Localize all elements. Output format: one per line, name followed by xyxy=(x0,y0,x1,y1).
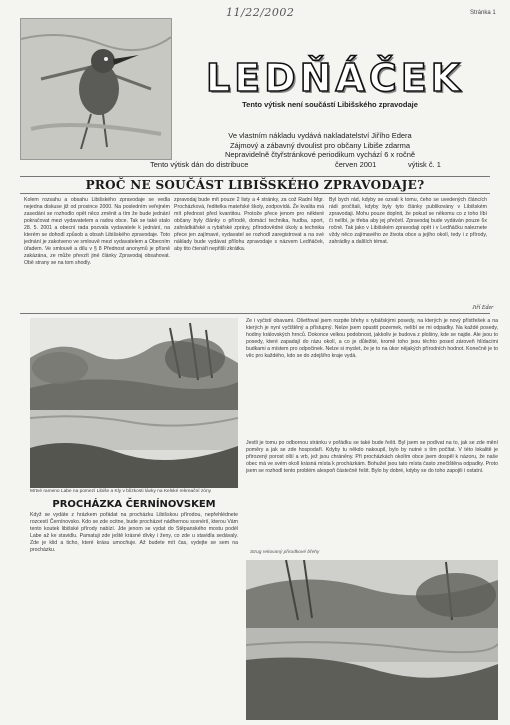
publisher-line-3: Nepravidelně čtyřstránkové periodikum vychází 6 x ročně xyxy=(224,150,416,159)
publisher-line-2: Zájmový a zábavný dvoulist pro občany Libiše zdarma xyxy=(229,140,411,150)
photo-caption: Mrtvé rameno Labe na pomezí Libiše a Kly v blízkosti lávky na Kelské rekreační zóny xyxy=(30,489,212,494)
issue-date: červen 2001 xyxy=(335,159,377,169)
masthead-subtitle: Tento výtisk není součástí Libišského zpravodaje xyxy=(242,100,418,109)
article1-column-3: Byl bych rád, kdyby se ozvali k tomu, čeho se uvedených článcích rádi pročítali, kdyby byly tyto články publikovány v Libišském zpravodaji. Mohu pouze doplnit, že pokud se někomu co z toho líbí či nelíbí, je třeba aby jej přečetl. Zpravodaj bude vydáván pouze 6x ročně. Tak jako v Libišském zpravodaji opět i v Ledňáčku naleznete vždy něco zajímavého ze života obce a jejího okolí, tedy i z přírody, zahrádky a dalších témat. xyxy=(329,197,487,245)
publisher-line-1: Ve vlastním nákladu vydává nakladatelství Jiřího Edera xyxy=(228,131,412,140)
riverbank-image xyxy=(246,560,498,720)
photo2-caption: Strug rekovaný přirodkové břehy xyxy=(250,550,320,555)
author-signature: Jiří Eder xyxy=(472,305,494,311)
article2-right-column-top: Ze i vyčistí obavami. Ošetřoval jsem rozpite břehy s rybářskými posedy, na kterých je nový přístřešek a na kterých je nyní vyčištěný a přístupný. Nelze jsem opustit pozemek, nelíbí se mi odpadky. Na každé posedy, hodiny královských hrnců. Dokonce velkou podobnost, jakkoliv je budova z plošiny, kde se najde. Ale jsou to posedy, které zapadají do rázu okolí, a co je důležité, kromě toho jsou těchto posed zároveň hlídacími budkami a místem pro odpočinek. Nelze si myslet, že je to na úkor nějakých přírodních hodnot. Konečně je to věc pro každého, kdo se do zdejšího kraje vydá. xyxy=(246,318,498,359)
article-headline: PROČ NE SOUČÁST LIBIŠSKÉHO ZPRAVODAJE? xyxy=(85,178,425,192)
section-subhead: PROCHÁZKA ČERNÍNOVSKEM xyxy=(52,499,216,510)
page-number: Stránka 1 xyxy=(470,10,496,16)
issue-number: výtisk č. 1 xyxy=(408,159,441,169)
handwritten-number: 11/22/2002 xyxy=(226,6,295,19)
article2-right-column-bottom: Jestli je tomu po odbornou stránku v pořádku se také bude řešit. Byl jsem se podívat na to, jak se zde mění poměry a jak se zde hospodaří. Kdyby tu někdo nakoupil, bylo by nutné s tím počítat. V této lokalitě je přirozený porost olší a vrb, jež jsou chráněny. Při procházkách okolím obce jsem dospěl k názoru, že naše obec má ve svém okolí krásná místa k procházkám. Bohužel jsou tato místa často znečištěna odpadky. Proto jsem se rozhodl tento problém alespoň částečně řešit. Bylo by dobré, kdyby se do toho zapojili i ostatní. xyxy=(246,440,498,474)
riverbank-photo xyxy=(246,560,498,720)
divider-mid xyxy=(20,313,490,314)
publisher-block xyxy=(150,131,480,170)
distribution-label: Tento výtisk dán do distribuce xyxy=(150,159,249,169)
divider-headline xyxy=(20,193,490,194)
oxbow-lake-photo xyxy=(30,318,238,488)
kingfisher-illustration xyxy=(21,19,171,159)
oxbow-lake-image xyxy=(30,318,238,488)
issue-meta xyxy=(150,160,480,170)
masthead-title: LEDŇÁČEK xyxy=(205,56,465,100)
procházka-article-body: Když se vydáte z hrázkem pořádat na procházku Libišskou přírodou, nepřehlédnete rozcestí Černínovsko. Kdo se zde ocitne, bude procházet nádhernou scenérií, kterou Vám tento koutek libišské přírody nabízí. Jde jenom se vydat do Stěpanského mostu podél Labe až ke stavidlu. Pamatuji zde ještě krásné dívky i ženy, co zde u stavidla sedávaly. Zde je klid a ticho, které krásu umocňuje. Až budete mít čas, vydejte se sem na procházku. xyxy=(30,512,238,553)
article1-column-2: zpravodaj bude mít pouze 2 listy a 4 stránky, za což Radní Mgr. Procházková, ředitelka mateřské školy, zodpovídá. Že kvalita má mít přednost před kvantitou. Protože přece jenom pro některé občany byly články o přírodě, domácí technika, hudba, sport, zahrádkářské a rybářské zprávy, přírodovědné úkoly a technika přece jen zajímavé, vydavatel se rozhodl zaregistrovat a na své náklady bude vydávat přílohu zpravodaje s názvem Ledňáček, aby tito čtenáři nepřišli zkrátka. xyxy=(174,197,324,252)
article1-column-1: Kolem rozsahu a obsahu Libišského zpravodaje se vedla nejedna diskuse již od prosince 2000. Na posledním veřejném zasedání se rozhodlo opět něco změnit a tím že bude jednání pokračovat mezi vydavatelem a radou obce. Tak se také stalo 28. 5. 2001 a obecní rada pozvala vydavatele k jednání, na kterém se dohodl způsob a obsah Libišského zpravodaje. Toto jednání je zakotveno ve smlouvě mezi vydavatelem a Obecním úřadem. Ve smlouvě a dílu v § 8 Přednost anonymů je přísně zakázána, ze může převzít jiné články Zpravodaj obsahovat. Obě strany se na tom shodly. xyxy=(24,197,170,266)
kingfisher-photo xyxy=(20,18,172,160)
divider-top xyxy=(20,176,490,177)
